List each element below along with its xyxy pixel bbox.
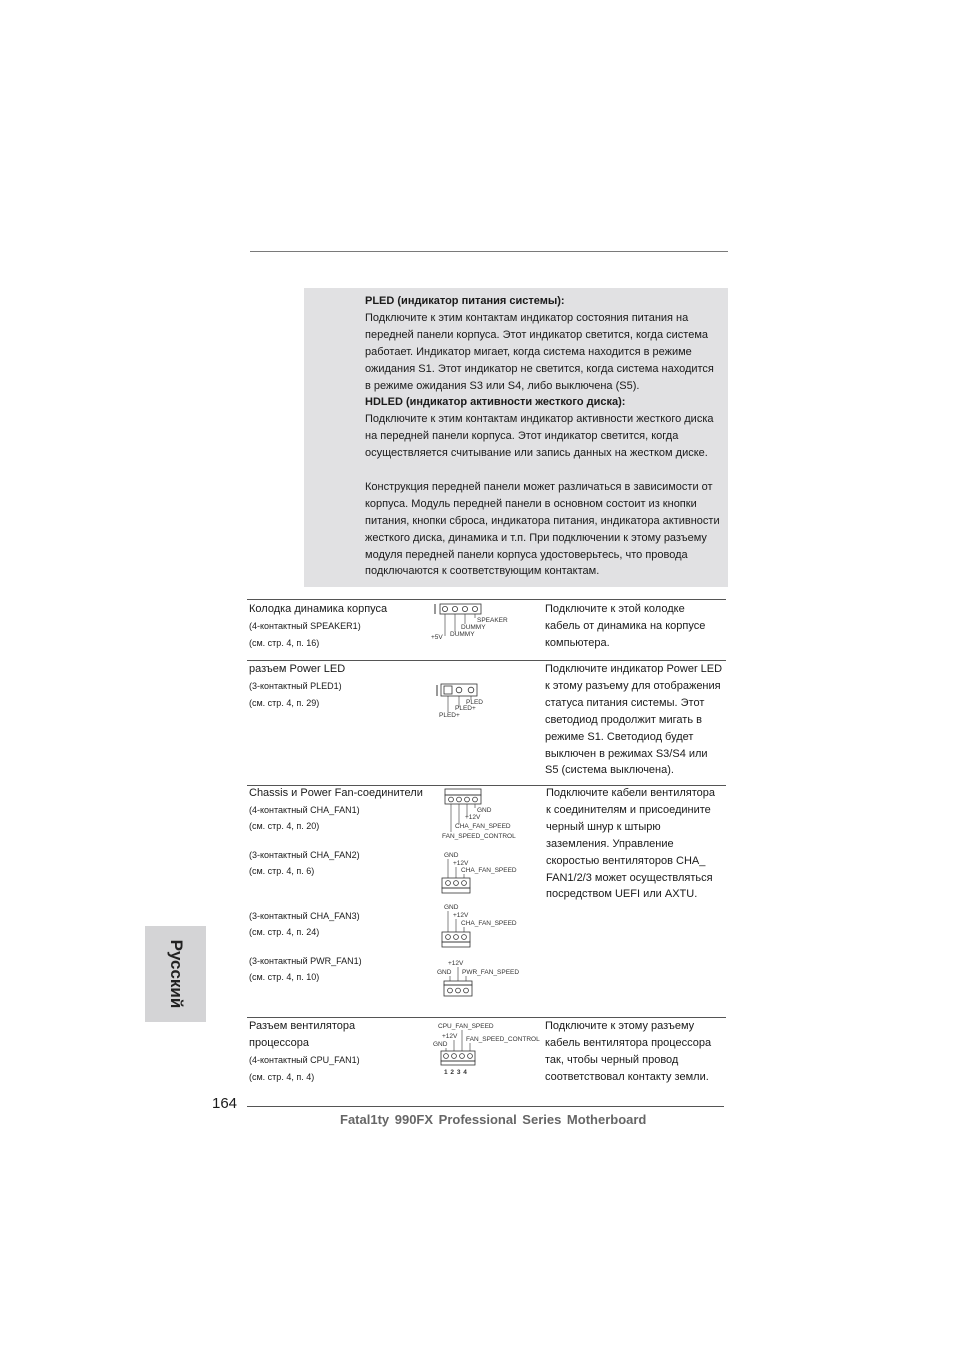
description-line: статуса питания системы. Этот [545,696,705,709]
description-line: скоростью вентиляторов CHA_ [546,854,706,867]
pin-label: PLED+ [455,705,476,712]
info-line: передней панели корпуса. Этот индикатор светится, когда система [365,328,709,341]
page-number: 164 [212,1095,238,1112]
footer-title: Fatal1ty 990FX Professional Series Motherboard [340,1112,647,1127]
pin-label: CPU_FAN_SPEED [438,1023,494,1030]
info-line: Подключите к этим контактам индикатор состояния питания на [365,311,689,324]
pin-label: +5V [431,634,443,641]
pin-label: GND [437,969,452,976]
pin-label: DUMMY [461,624,486,631]
info-line: в режиме ожидания S3 или S4, либо выключена (S5). [365,379,640,392]
description-line: выключен в режимах S3/S4 или [545,747,708,760]
description-line: S5 (система выключена). [545,764,674,777]
speaker-title: Колодка динамика корпуса [249,603,388,615]
info-line: работает. Индикатор мигает, когда система находится в режиме [365,345,692,358]
description-line: Подключите кабели вентилятора [546,787,715,799]
info-line: PLED (индикатор питания системы): [365,295,565,307]
pin-label: GND [444,852,459,859]
info-line: HDLED (индикатор активности жесткого диска): [365,396,626,409]
pwr-fan1-pin-diagram [436,955,536,1001]
cha-fan1-pin-diagram [440,786,540,842]
info-line: подключаются к соответствующим контактам. [365,565,600,578]
pin-label: +12V [448,960,464,967]
description-line: соответствовал контакту земли. [545,1070,709,1083]
language-tab-label: Русский [166,939,186,1009]
pin-numbers: 1 2 3 4 [444,1069,467,1076]
info-line: осуществляется считывание или запись данных на жестком диске. [365,447,708,460]
fans-description [546,785,715,903]
description-line: светодиод продолжит мигать в [545,713,702,726]
pin-label: GND [477,807,492,814]
cha3-sub1: (3-контактный CHA_FAN3) [249,911,360,921]
info-line: Подключите к этим контактам индикатор активности жесткого диска [365,413,714,426]
description-line: посредством UEFI или AXTU. [546,888,698,901]
info-text [365,293,735,580]
cpu-title-1: Разъем вентилятора [249,1020,356,1032]
pin-label: FAN_SPEED_CONTROL [442,833,516,840]
pwr-sub2: (см. стр. 4, п. 10) [249,972,320,982]
description-line: черный шнур к штырю [546,820,661,833]
top-rule [250,251,728,252]
info-line: жесткого диска, динамика и т.п. При подключении к этому разъему [365,531,707,544]
pin-label: +12V [442,1033,458,1040]
pwr-sub1: (3-контактный PWR_FAN1) [249,956,362,966]
pled-title: разъем Power LED [249,663,346,675]
cpu-sub2: (см. стр. 4, п. 4) [249,1072,315,1082]
info-line: на передней панели корпуса. Этот индикатор светится, когда [365,430,679,443]
cpu-title-2: процессора [249,1037,309,1049]
info-line: модуля передней панели корпуса удостоверьтесь, что провода [365,548,688,561]
speaker-sub1: (4-контактный SPEAKER1) [249,621,361,631]
pin-label: SPEAKER [477,617,508,624]
cha1-sub1: (4-контактный CHA_FAN1) [249,805,360,815]
cpu-sub1: (4-контактный CPU_FAN1) [249,1055,360,1065]
speaker-sub2: (см. стр. 4, п. 16) [249,638,320,648]
pin-label: +12V [453,912,469,919]
cha-fan3-pin-diagram [440,900,540,948]
description-line: к этому разъему для отображения [545,679,721,692]
description-line: так, чтобы черный провод [545,1053,679,1066]
pled-sub1: (3-контактный PLED1) [249,681,342,691]
pin-label: PWR_FAN_SPEED [462,969,520,976]
footer-rule [247,1106,724,1107]
pled-sub2: (см. стр. 4, п. 29) [249,698,320,708]
info-line: питания, кнопки сброса, индикатора питания, индикатора активности [365,514,720,527]
description-line: кабель от динамика на корпусе [545,619,706,632]
description-line: к соединителям и присоедините [546,803,711,816]
description-line: режиме S1. Светодиод будет [545,730,694,743]
speaker-description [545,601,705,652]
description-line: кабель вентилятора процессора [545,1036,712,1049]
cpu-fan-pin-diagram [432,1019,542,1079]
pin-label: CHA_FAN_SPEED [461,920,517,927]
pin-label: +12V [453,860,469,867]
pled-pin-diagram [432,680,502,720]
info-line: ожидания S1. Этот индикатор не светится, когда система находится [365,362,714,375]
cha2-sub1: (3-контактный CHA_FAN2) [249,850,360,860]
cha-fan2-pin-diagram [440,848,540,896]
pin-label: DUMMY [450,631,475,638]
info-line [365,462,735,479]
description-line: Подключите к этому разъему [545,1020,695,1032]
pin-label: +12V [465,814,481,821]
cpu-description [545,1018,711,1086]
description-line: Подключите индикатор Power LED [545,663,723,675]
cha1-sub2: (см. стр. 4, п. 20) [249,821,320,831]
pled-description [545,661,722,779]
pin-label: GND [444,904,459,911]
pin-label: GND [433,1041,448,1048]
info-line: корпуса. Модуль передней панели в основном состоит из кнопки [365,497,697,510]
fans-title: Chassis и Power Fan-соединители [249,787,423,799]
description-line: Подключите к этой колодке [545,603,685,615]
pin-label: FAN_SPEED_CONTROL [466,1036,540,1043]
pin-label: PLED+ [439,712,460,719]
description-line: заземления. Управление [546,837,674,850]
pin-label: CHA_FAN_SPEED [461,867,517,874]
info-line: Конструкция передней панели может различаться в зависимости от [365,480,713,493]
speaker-pin-diagram [428,600,528,644]
description-line: компьютера. [545,636,610,649]
language-tab [145,926,206,1022]
pin-label: CHA_FAN_SPEED [455,823,511,830]
description-line: FAN1/2/3 может осуществляться [546,871,713,884]
cha2-sub2: (см. стр. 4, п. 6) [249,866,315,876]
pin-label: PLED [466,699,483,706]
cha3-sub2: (см. стр. 4, п. 24) [249,927,320,937]
